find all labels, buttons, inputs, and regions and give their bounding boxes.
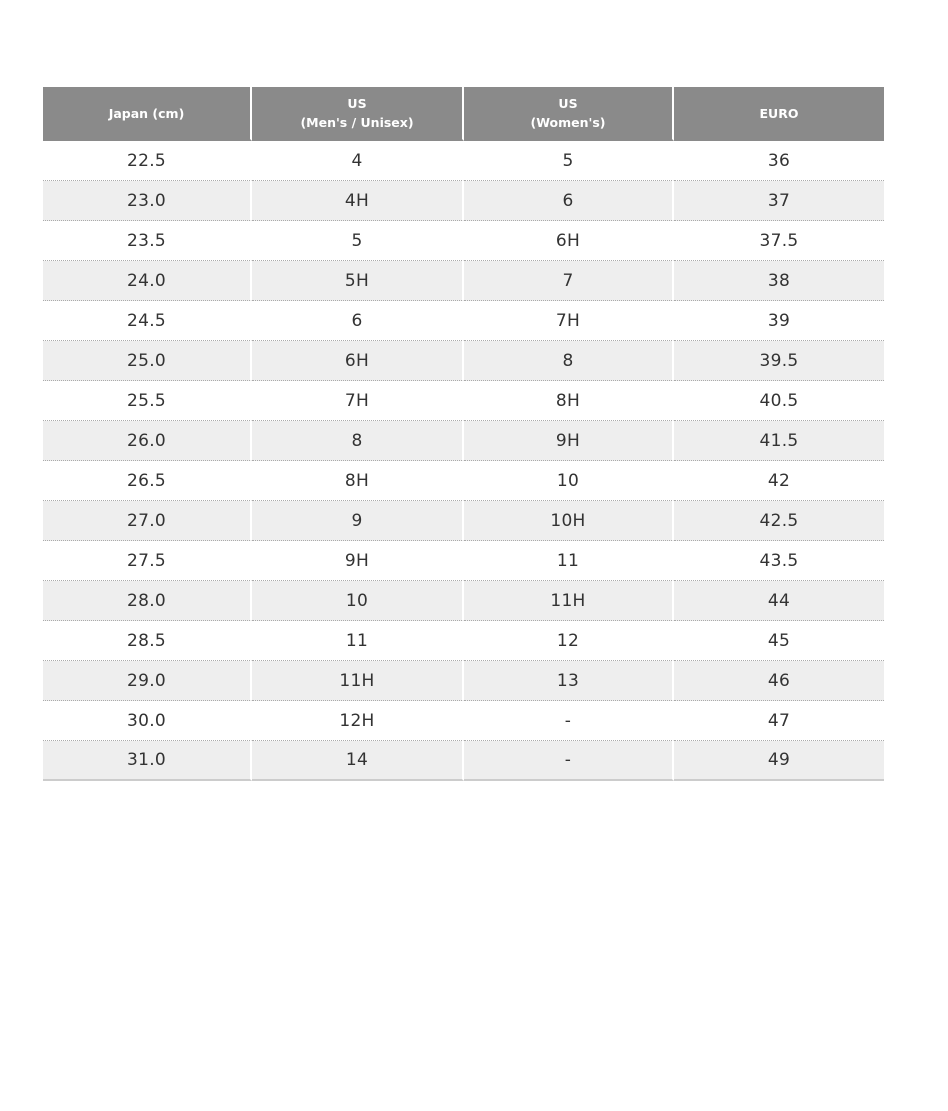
cell-euro: 46 bbox=[674, 661, 884, 701]
cell-euro: 43.5 bbox=[674, 541, 884, 581]
cell-japan-cm: 27.0 bbox=[43, 501, 252, 541]
cell-japan-cm: 24.0 bbox=[43, 261, 252, 301]
cell-us-womens: 5 bbox=[464, 141, 674, 181]
header-euro bbox=[674, 87, 884, 141]
cell-japan-cm: 24.5 bbox=[43, 301, 252, 341]
cell-us-womens: 7H bbox=[464, 301, 674, 341]
header-us-womens bbox=[464, 87, 674, 141]
cell-euro: 47 bbox=[674, 701, 884, 741]
cell-japan-cm: 23.5 bbox=[43, 221, 252, 261]
cell-us-mens-unisex: 8 bbox=[252, 421, 464, 461]
cell-us-womens: 10 bbox=[464, 461, 674, 501]
cell-us-mens-unisex: 5 bbox=[252, 221, 464, 261]
table-row bbox=[43, 141, 884, 181]
cell-japan-cm: 28.5 bbox=[43, 621, 252, 661]
cell-us-womens: 11H bbox=[464, 581, 674, 621]
cell-us-mens-unisex: 5H bbox=[252, 261, 464, 301]
cell-euro: 38 bbox=[674, 261, 884, 301]
header-japan-cm bbox=[43, 87, 252, 141]
cell-us-mens-unisex: 11H bbox=[252, 661, 464, 701]
cell-us-mens-unisex: 4H bbox=[252, 181, 464, 221]
table-row bbox=[43, 581, 884, 621]
cell-us-womens: 8H bbox=[464, 381, 674, 421]
cell-japan-cm: 25.0 bbox=[43, 341, 252, 381]
cell-us-mens-unisex: 12H bbox=[252, 701, 464, 741]
cell-us-womens: 11 bbox=[464, 541, 674, 581]
shoe-size-table bbox=[43, 87, 884, 781]
cell-us-womens: 6 bbox=[464, 181, 674, 221]
table-row bbox=[43, 381, 884, 421]
cell-us-mens-unisex: 4 bbox=[252, 141, 464, 181]
cell-us-mens-unisex: 6 bbox=[252, 301, 464, 341]
cell-euro: 41.5 bbox=[674, 421, 884, 461]
cell-euro: 36 bbox=[674, 141, 884, 181]
header-us-womens-line2: (Women's) bbox=[530, 115, 606, 130]
table-body bbox=[43, 141, 884, 781]
cell-us-mens-unisex: 8H bbox=[252, 461, 464, 501]
cell-us-womens: 8 bbox=[464, 341, 674, 381]
cell-japan-cm: 31.0 bbox=[43, 741, 252, 781]
table-header bbox=[43, 87, 884, 141]
cell-euro: 39.5 bbox=[674, 341, 884, 381]
cell-japan-cm: 22.5 bbox=[43, 141, 252, 181]
cell-japan-cm: 25.5 bbox=[43, 381, 252, 421]
cell-japan-cm: 28.0 bbox=[43, 581, 252, 621]
table-row bbox=[43, 541, 884, 581]
cell-euro: 37.5 bbox=[674, 221, 884, 261]
cell-japan-cm: 23.0 bbox=[43, 181, 252, 221]
cell-us-mens-unisex: 6H bbox=[252, 341, 464, 381]
table-row bbox=[43, 741, 884, 781]
cell-us-mens-unisex: 9 bbox=[252, 501, 464, 541]
cell-japan-cm: 26.0 bbox=[43, 421, 252, 461]
table-row bbox=[43, 261, 884, 301]
cell-japan-cm: 29.0 bbox=[43, 661, 252, 701]
header-us-mens-unisex-line2: (Men's / Unisex) bbox=[300, 115, 414, 130]
cell-us-mens-unisex: 9H bbox=[252, 541, 464, 581]
table-row bbox=[43, 301, 884, 341]
cell-euro: 44 bbox=[674, 581, 884, 621]
header-us-mens-unisex-line1: US bbox=[347, 96, 367, 111]
table-row bbox=[43, 621, 884, 661]
cell-us-womens: - bbox=[464, 741, 674, 781]
cell-euro: 42.5 bbox=[674, 501, 884, 541]
header-us-womens-line1: US bbox=[558, 96, 578, 111]
cell-euro: 49 bbox=[674, 741, 884, 781]
cell-us-womens: 12 bbox=[464, 621, 674, 661]
cell-euro: 42 bbox=[674, 461, 884, 501]
table-row bbox=[43, 181, 884, 221]
cell-us-womens: 10H bbox=[464, 501, 674, 541]
table-row bbox=[43, 341, 884, 381]
table-row bbox=[43, 461, 884, 501]
header-japan-cm-label: Japan (cm) bbox=[108, 105, 185, 121]
cell-us-womens: - bbox=[464, 701, 674, 741]
cell-japan-cm: 30.0 bbox=[43, 701, 252, 741]
cell-us-womens: 9H bbox=[464, 421, 674, 461]
header-row bbox=[43, 87, 884, 141]
cell-euro: 45 bbox=[674, 621, 884, 661]
cell-us-womens: 7 bbox=[464, 261, 674, 301]
cell-us-womens: 13 bbox=[464, 661, 674, 701]
cell-us-womens: 6H bbox=[464, 221, 674, 261]
cell-euro: 37 bbox=[674, 181, 884, 221]
cell-euro: 40.5 bbox=[674, 381, 884, 421]
cell-euro: 39 bbox=[674, 301, 884, 341]
cell-us-mens-unisex: 10 bbox=[252, 581, 464, 621]
table-row bbox=[43, 421, 884, 461]
table-row bbox=[43, 701, 884, 741]
table-row bbox=[43, 661, 884, 701]
cell-us-mens-unisex: 14 bbox=[252, 741, 464, 781]
table-row bbox=[43, 501, 884, 541]
cell-japan-cm: 26.5 bbox=[43, 461, 252, 501]
header-euro-label: EURO bbox=[759, 105, 799, 121]
table-row bbox=[43, 221, 884, 261]
cell-us-mens-unisex: 7H bbox=[252, 381, 464, 421]
cell-us-mens-unisex: 11 bbox=[252, 621, 464, 661]
header-us-mens-unisex bbox=[252, 87, 464, 141]
cell-japan-cm: 27.5 bbox=[43, 541, 252, 581]
